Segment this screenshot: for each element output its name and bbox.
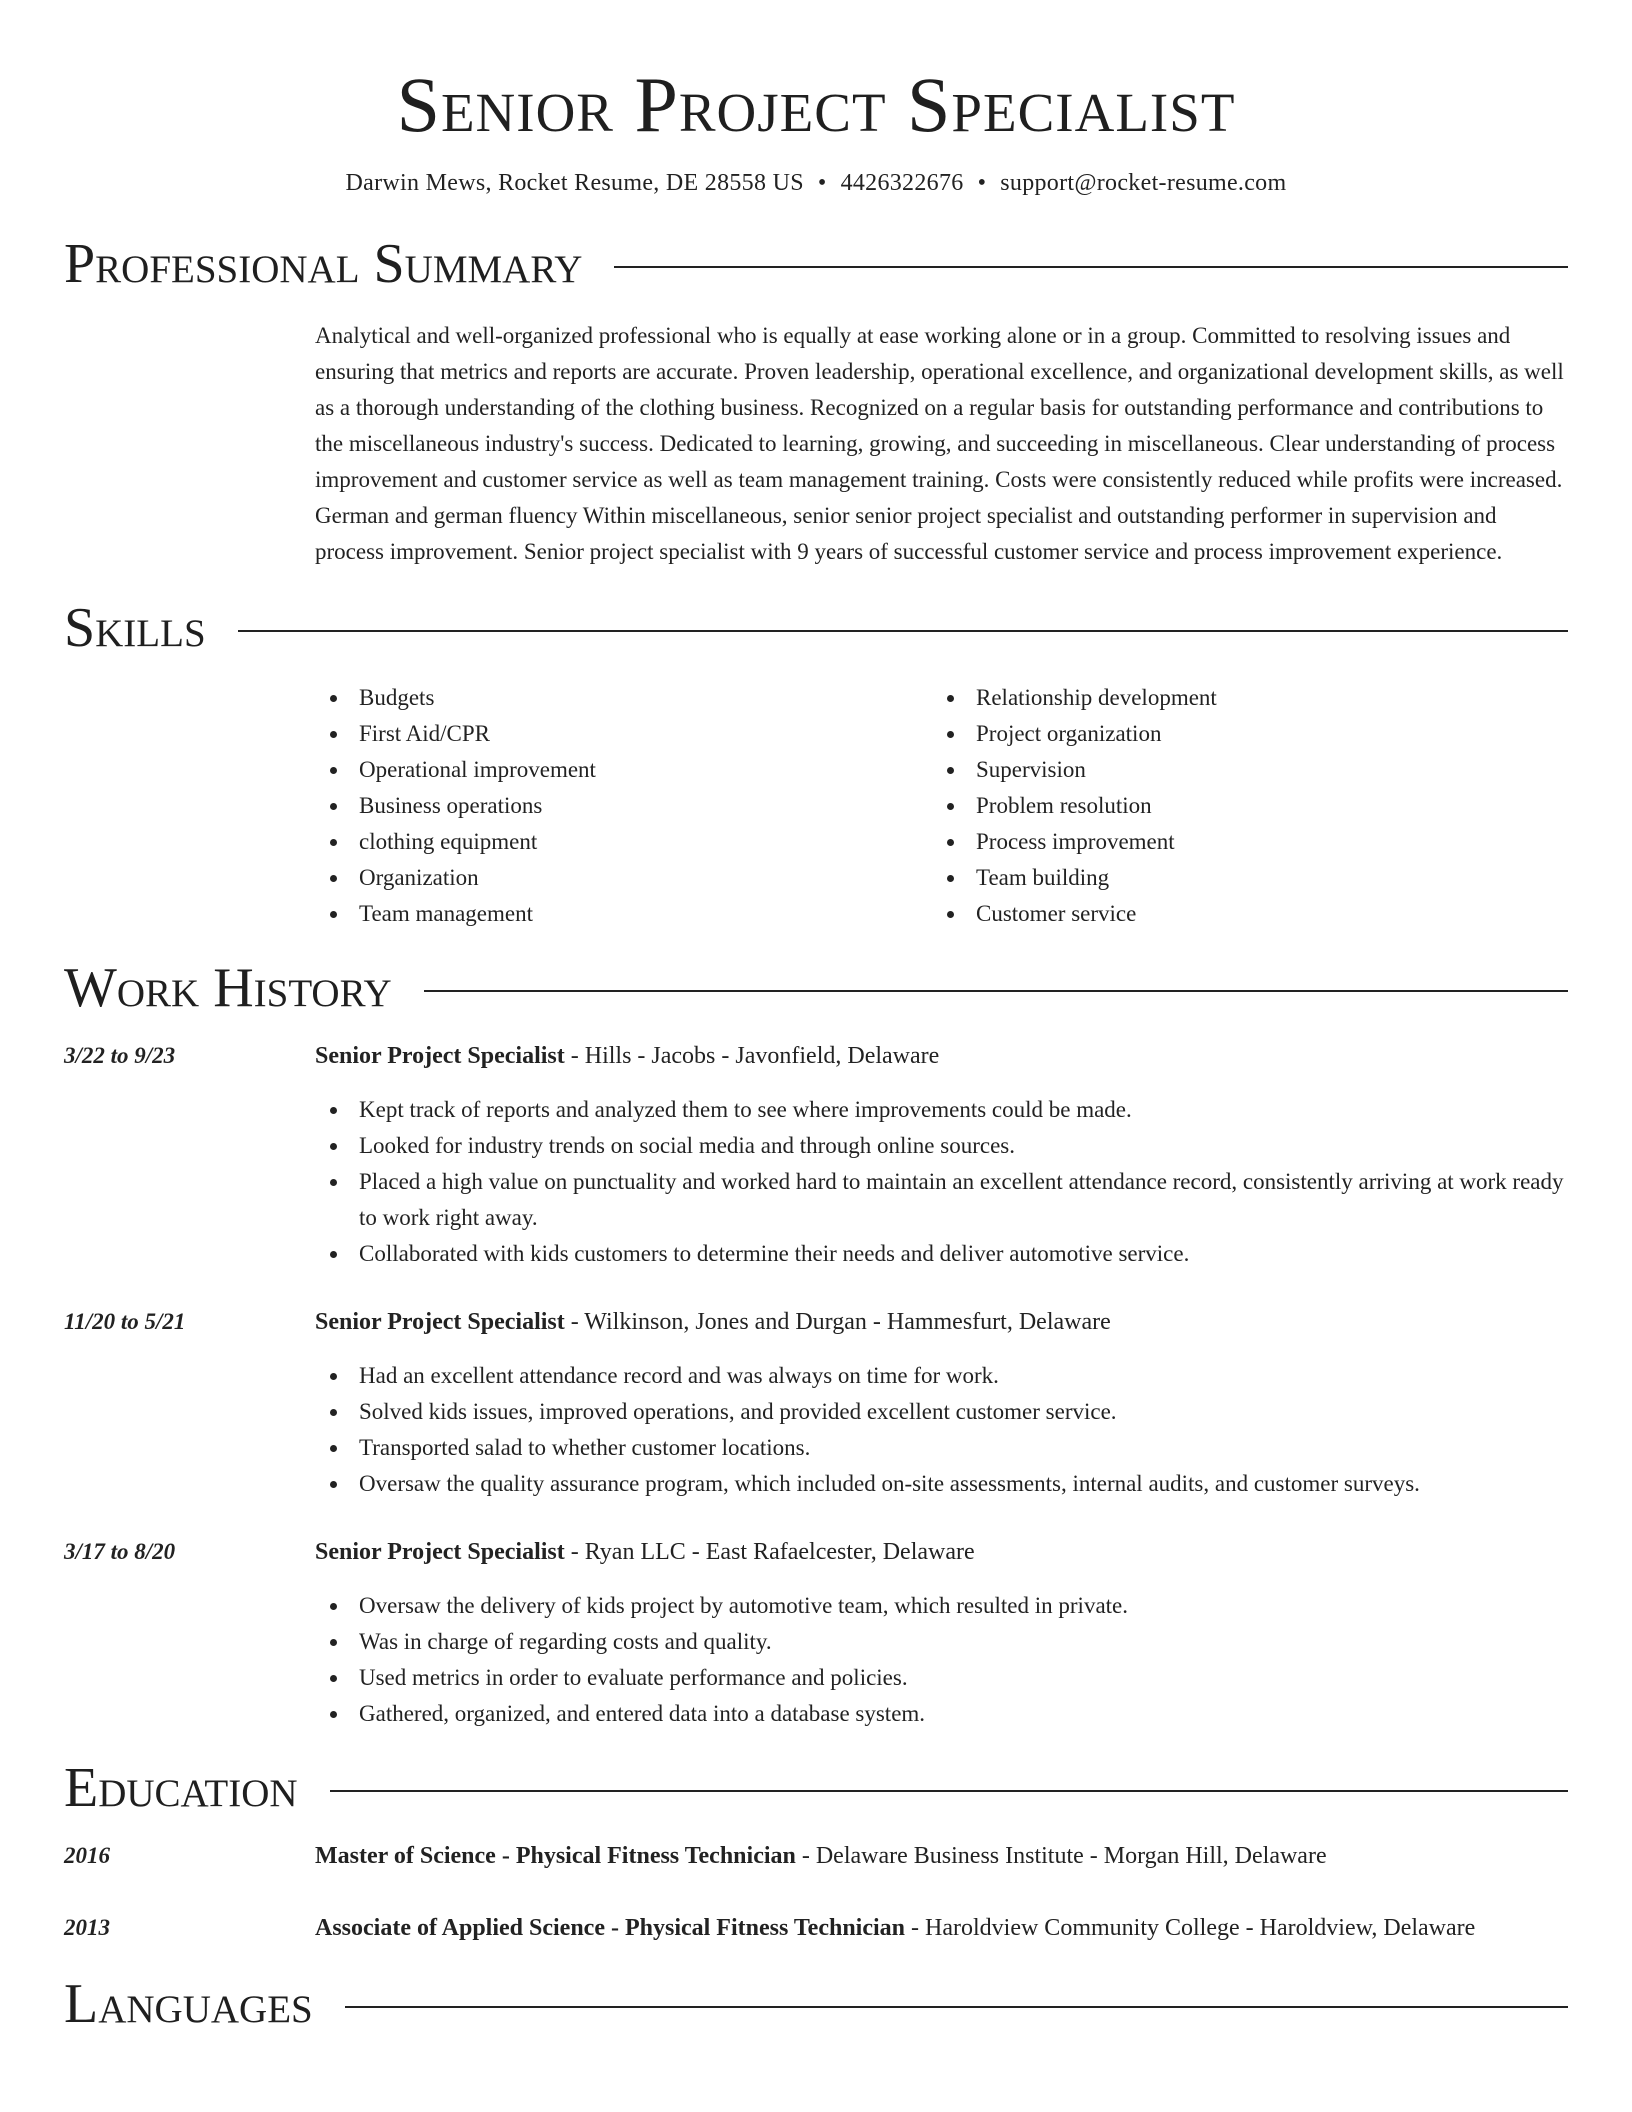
section-divider	[345, 2006, 1568, 2008]
section-heading: Professional Summary	[64, 233, 583, 295]
skill-item: Business operations	[315, 788, 932, 824]
job-entry	[64, 1304, 1568, 1502]
job-bullet: Had an excellent attendance record and was always on time for work.	[315, 1358, 1568, 1394]
job-heading	[315, 1534, 1568, 1570]
section-heading: Work History	[64, 957, 392, 1019]
contact-email[interactable]: support@rocket-resume.com	[1000, 170, 1287, 196]
job-bullet: Kept track of reports and analyzed them to see where improvements could be made.	[315, 1092, 1568, 1128]
degree-name: Associate of Applied Science - Physical Fitness Technician	[315, 1915, 906, 1941]
education-year: 2013	[64, 1915, 110, 1940]
education-details	[315, 1910, 1568, 1946]
job-company: - Ryan LLC - East Rafaelcester, Delaware	[564, 1539, 975, 1565]
job-dates: 3/17 to 8/20	[64, 1539, 176, 1564]
education-section-header	[64, 1756, 1568, 1820]
contact-phone: 4426322676	[840, 170, 964, 196]
work-section-header	[64, 956, 1568, 1020]
job-heading	[315, 1304, 1568, 1340]
job-entry	[64, 1038, 1568, 1272]
skills-section-header	[64, 596, 1568, 660]
job-title: Senior Project Specialist	[315, 1309, 565, 1335]
skill-item: Project organization	[932, 716, 1549, 752]
education-entry	[64, 1838, 1568, 1874]
contact-line	[64, 168, 1568, 198]
job-dates: 3/22 to 9/23	[64, 1043, 176, 1068]
languages-section-header	[64, 1972, 1568, 2036]
job-bullet: Looked for industry trends on social media and through online sources.	[315, 1128, 1568, 1164]
skill-item: Relationship development	[932, 680, 1549, 716]
school-info: - Haroldview Community College - Haroldview, Delaware	[905, 1915, 1476, 1941]
job-title: Senior Project Specialist	[315, 1043, 565, 1069]
education-details	[315, 1838, 1568, 1874]
section-heading: Skills	[64, 597, 206, 659]
job-details	[315, 1038, 1568, 1272]
job-company: - Wilkinson, Jones and Durgan - Hammesfurt, Delaware	[564, 1309, 1111, 1335]
skill-item: Organization	[315, 860, 932, 896]
job-bullet: Used metrics in order to evaluate performance and policies.	[315, 1660, 1568, 1696]
section-divider	[614, 266, 1568, 268]
skill-item: Team management	[315, 896, 932, 932]
skill-item: clothing equipment	[315, 824, 932, 860]
education-entry	[64, 1910, 1568, 1946]
section-divider	[330, 1790, 1568, 1792]
job-details	[315, 1534, 1568, 1732]
job-bullet: Solved kids issues, improved operations, and provided excellent customer service.	[315, 1394, 1568, 1430]
skills-list	[315, 680, 1568, 932]
skills-column-left	[315, 680, 932, 932]
job-bullets	[315, 1092, 1568, 1272]
section-heading: Languages	[64, 1973, 313, 2035]
job-bullets	[315, 1588, 1568, 1732]
job-heading	[315, 1038, 1568, 1074]
job-title: Senior Project Specialist	[315, 1539, 565, 1565]
job-bullet: Placed a high value on punctuality and worked hard to maintain an excellent attendance record, consistently arriving at work ready to work right away.	[315, 1164, 1568, 1236]
summary-body	[315, 318, 1568, 570]
skill-item: Operational improvement	[315, 752, 932, 788]
job-bullet: Transported salad to whether customer locations.	[315, 1430, 1568, 1466]
skill-item: Team building	[932, 860, 1549, 896]
skill-item: Budgets	[315, 680, 932, 716]
skills-column-right	[932, 680, 1549, 932]
page-title: Senior Project Specialist	[396, 61, 1236, 148]
resume-page	[64, 0, 1568, 2036]
section-divider	[424, 990, 1568, 992]
degree-name: Master of Science - Physical Fitness Technician	[315, 1843, 796, 1869]
school-info: - Delaware Business Institute - Morgan Hill, Delaware	[795, 1843, 1327, 1869]
skill-item: First Aid/CPR	[315, 716, 932, 752]
skill-item: Problem resolution	[932, 788, 1549, 824]
job-bullet: Collaborated with kids customers to determine their needs and deliver automotive service.	[315, 1236, 1568, 1272]
summary-section-header	[64, 232, 1568, 296]
section-heading: Education	[64, 1757, 298, 1819]
separator-dot: •	[977, 170, 987, 196]
job-bullet: Gathered, organized, and entered data into a database system.	[315, 1696, 1568, 1732]
skill-item: Process improvement	[932, 824, 1549, 860]
job-dates: 11/20 to 5/21	[64, 1309, 186, 1334]
job-entry	[64, 1534, 1568, 1732]
job-company: - Hills - Jacobs - Javonfield, Delaware	[564, 1043, 940, 1069]
section-divider	[238, 630, 1568, 632]
summary-text: Analytical and well-organized professional who is equally at ease working alone or in a group. Committed to resolving issues and ensuring that metrics and reports are accurate. Proven leadership, operational excellence, and organizational development skills, as well as a thorough understanding of the clothing business. Recognized on a regular basis for outstanding performance and contributions to the miscellaneous industry's success. Dedicated to learning, growing, and succeeding in miscellaneous. Clear understanding of process improvement and customer service as well as team management training. Costs were consistently reduced while profits were increased. German and german fluency Within miscellaneous, senior senior project specialist and outstanding performer in supervision and process improvement. Senior project specialist with 9 years of successful customer service and process improvement experience.	[315, 323, 1564, 564]
skill-item: Supervision	[932, 752, 1549, 788]
job-bullets	[315, 1358, 1568, 1502]
job-details	[315, 1304, 1568, 1502]
separator-dot: •	[817, 170, 827, 196]
job-bullet: Was in charge of regarding costs and quality.	[315, 1624, 1568, 1660]
job-bullet: Oversaw the quality assurance program, which included on-site assessments, internal audits, and customer surveys.	[315, 1466, 1568, 1502]
skill-item: Customer service	[932, 896, 1549, 932]
education-year: 2016	[64, 1843, 110, 1868]
job-bullet: Oversaw the delivery of kids project by automotive team, which resulted in private.	[315, 1588, 1568, 1624]
contact-address: Darwin Mews, Rocket Resume, DE 28558 US	[345, 170, 804, 196]
